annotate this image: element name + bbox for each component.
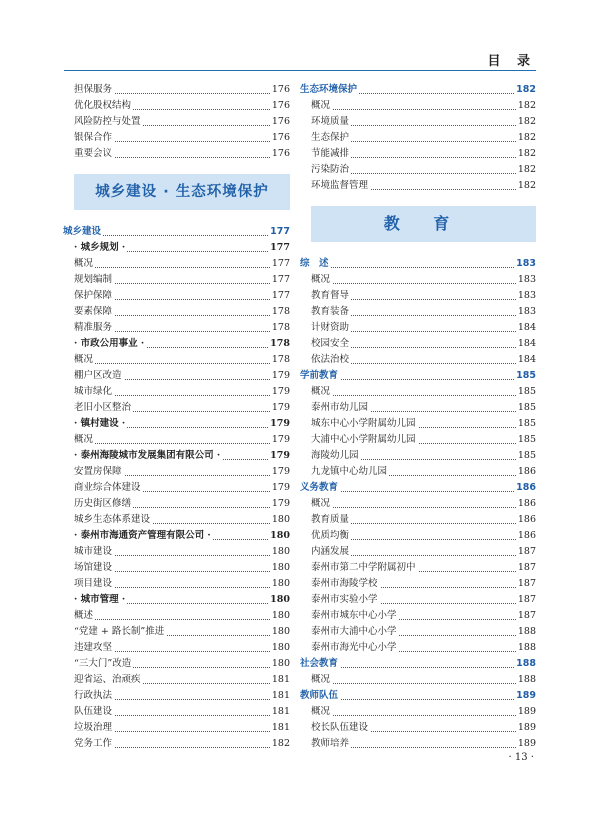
toc-entry-page: 179 <box>270 432 290 448</box>
toc-entry-page: 176 <box>270 82 290 98</box>
toc-entry-title: 概述 <box>74 610 94 621</box>
toc-entry[interactable] <box>311 624 536 640</box>
toc-entry[interactable] <box>74 304 290 320</box>
toc-entry-page: 177 <box>268 240 290 256</box>
toc-entry[interactable] <box>74 544 290 560</box>
toc-entry-title: 教育督导 <box>311 290 350 301</box>
toc-entry[interactable] <box>74 480 290 496</box>
toc-section-heading[interactable] <box>300 688 536 704</box>
toc-entry[interactable] <box>74 272 290 288</box>
toc-entry-title: 概况 <box>74 354 94 365</box>
toc-entry[interactable] <box>311 464 536 480</box>
toc-entry[interactable] <box>311 576 536 592</box>
toc-entry-title: 生态保护 <box>311 132 350 143</box>
toc-entry-title: 城乡生态体系建设 <box>74 514 151 525</box>
toc-entry-title: 概况 <box>311 274 331 285</box>
toc-entry[interactable] <box>74 352 290 368</box>
toc-entry[interactable] <box>311 672 536 688</box>
toc-entry[interactable] <box>74 464 290 480</box>
toc-entry-title: 概况 <box>311 386 331 397</box>
toc-right-column <box>300 82 536 752</box>
toc-entry-page: 183 <box>516 288 536 304</box>
toc-entry-page: 184 <box>516 352 536 368</box>
toc-entry-title: 银保合作 <box>74 132 113 143</box>
right-top-list <box>300 82 536 194</box>
toc-entry-page: 180 <box>270 608 290 624</box>
section-banner-education: 教 育 <box>311 206 536 242</box>
toc-entry-page: 180 <box>270 576 290 592</box>
toc-entry[interactable] <box>311 400 536 416</box>
toc-entry[interactable] <box>311 272 536 288</box>
toc-entry-page: 179 <box>270 464 290 480</box>
toc-entry-title: 优化股权结构 <box>74 100 132 111</box>
toc-entry[interactable] <box>311 544 536 560</box>
toc-entry-title: 城乡建设 <box>63 226 102 237</box>
toc-entry-page: 189 <box>516 736 536 752</box>
toc-entry-title: 概况 <box>311 674 331 685</box>
toc-entry-title: 安置房保障 <box>74 466 122 477</box>
toc-entry-title: 垃圾治理 <box>74 722 113 733</box>
toc-entry-title: 海陵幼儿园 <box>311 450 359 461</box>
toc-entry-page: 188 <box>516 672 536 688</box>
toc-entry[interactable] <box>74 704 290 720</box>
toc-entry-page: 185 <box>516 448 536 464</box>
toc-entry-page: 179 <box>270 480 290 496</box>
toc-entry-page: 186 <box>516 464 536 480</box>
toc-entry[interactable] <box>311 384 536 400</box>
toc-entry-title: 精准服务 <box>74 322 113 333</box>
toc-entry-title: · 泰州市海通资产管理有限公司 · <box>74 530 211 541</box>
toc-entry[interactable] <box>74 496 290 512</box>
toc-entry[interactable] <box>74 146 290 162</box>
toc-entry-title: “党建 + 路长制”推进 <box>74 626 165 637</box>
toc-entry-title: 概况 <box>74 434 94 445</box>
toc-entry[interactable] <box>74 640 290 656</box>
toc-entry[interactable] <box>311 720 536 736</box>
toc-entry-title: 教师培养 <box>311 738 350 749</box>
toc-entry-title: 综 述 <box>300 258 329 269</box>
toc-entry[interactable] <box>311 320 536 336</box>
toc-entry[interactable] <box>311 98 536 114</box>
toc-entry-title: 大浦中心小学附属幼儿园 <box>311 434 416 445</box>
toc-entry[interactable] <box>311 130 536 146</box>
toc-entry[interactable] <box>311 496 536 512</box>
header-title: 目 录 <box>487 54 536 69</box>
toc-entry[interactable] <box>74 288 290 304</box>
toc-entry-page: 176 <box>270 146 290 162</box>
toc-entry-page: 179 <box>270 384 290 400</box>
toc-entry-title: · 城乡规划 · <box>74 242 126 253</box>
leader-dots <box>311 283 536 284</box>
toc-entry[interactable] <box>74 336 290 352</box>
toc-entry-title: 优质均衡 <box>311 530 350 541</box>
toc-entry-title: 队伍建设 <box>74 706 113 717</box>
toc-entry[interactable] <box>311 146 536 162</box>
toc-entry[interactable] <box>311 114 536 130</box>
toc-entry-page: 180 <box>268 528 290 544</box>
toc-entry-page: 189 <box>514 688 536 704</box>
toc-entry-page: 179 <box>268 416 290 432</box>
toc-section-heading[interactable] <box>300 256 536 272</box>
toc-entry-page: 177 <box>270 288 290 304</box>
toc-entry-page: 176 <box>270 114 290 130</box>
toc-entry[interactable] <box>74 688 290 704</box>
leader-dots <box>300 267 536 268</box>
toc-entry-title: 泰州市海光中心小学 <box>311 642 397 653</box>
toc-entry-title: 内涵发展 <box>311 546 350 557</box>
toc-entry-page: 178 <box>270 352 290 368</box>
toc-entry-title: 违建攻坚 <box>74 642 113 653</box>
toc-entry[interactable] <box>74 416 290 432</box>
toc-entry-page: 180 <box>270 512 290 528</box>
toc-entry[interactable] <box>74 608 290 624</box>
toc-entry-title: · 泰州海陵城市发展集团有限公司 · <box>74 450 221 461</box>
toc-entry-title: 城市绿化 <box>74 386 113 397</box>
toc-entry-page: 186 <box>516 512 536 528</box>
toc-entry[interactable] <box>74 98 290 114</box>
toc-entry-title: 九龙镇中心幼儿园 <box>311 466 388 477</box>
toc-entry-page: 180 <box>270 544 290 560</box>
toc-entry[interactable] <box>74 512 290 528</box>
leader-dots <box>311 395 536 396</box>
leader-dots <box>311 715 536 716</box>
toc-entry-page: 179 <box>268 448 290 464</box>
toc-entry[interactable] <box>311 640 536 656</box>
page-number: · 13 · <box>508 752 534 763</box>
toc-entry-page: 188 <box>514 656 536 672</box>
header-rule <box>64 70 536 71</box>
toc-entry-page: 180 <box>270 656 290 672</box>
toc-entry-page: 180 <box>268 592 290 608</box>
toc-entry-page: 180 <box>270 624 290 640</box>
toc-entry-title: 概况 <box>311 498 331 509</box>
toc-entry[interactable] <box>74 320 290 336</box>
toc-entry-title: 校长队伍建设 <box>311 722 369 733</box>
toc-entry-title: 环境质量 <box>311 116 350 127</box>
toc-entry[interactable] <box>311 736 536 752</box>
toc-entry[interactable] <box>311 416 536 432</box>
toc-entry[interactable] <box>311 704 536 720</box>
toc-entry-page: 177 <box>270 256 290 272</box>
toc-entry[interactable] <box>74 672 290 688</box>
toc-entry-title: 泰州市城东中心小学 <box>311 610 397 621</box>
toc-entry-title: 节能减排 <box>311 148 350 159</box>
toc-entry-title: 党务工作 <box>74 738 113 749</box>
toc-entry[interactable] <box>74 448 290 464</box>
toc-entry-title: 泰州市第二中学附属初中 <box>311 562 416 573</box>
toc-entry-page: 179 <box>270 496 290 512</box>
toc-entry-page: 178 <box>270 320 290 336</box>
toc-entry[interactable] <box>311 512 536 528</box>
toc-entry-page: 181 <box>270 704 290 720</box>
toc-entry[interactable] <box>74 720 290 736</box>
toc-entry-title: 泰州市大浦中心小学 <box>311 626 397 637</box>
left-main-list <box>63 224 290 752</box>
toc-entry-title: 概况 <box>311 100 331 111</box>
toc-entry[interactable] <box>74 82 290 98</box>
toc-entry-page: 187 <box>516 608 536 624</box>
toc-entry-page: 184 <box>516 320 536 336</box>
toc-entry-page: 182 <box>516 98 536 114</box>
toc-entry-page: 180 <box>270 560 290 576</box>
toc-entry[interactable] <box>311 352 536 368</box>
toc-entry[interactable] <box>74 576 290 592</box>
toc-entry-title: · 城市管理 · <box>74 594 126 605</box>
toc-entry-page: 188 <box>516 624 536 640</box>
toc-entry-page: 184 <box>516 336 536 352</box>
leader-dots <box>311 109 536 110</box>
leader-dots <box>311 507 536 508</box>
toc-entry-page: 176 <box>270 130 290 146</box>
toc-entry[interactable] <box>311 528 536 544</box>
toc-entry[interactable] <box>74 528 290 544</box>
toc-entry-page: 183 <box>516 304 536 320</box>
toc-entry[interactable] <box>311 448 536 464</box>
toc-entry-page: 185 <box>516 416 536 432</box>
toc-entry-title: 要素保障 <box>74 306 113 317</box>
toc-entry-page: 183 <box>516 272 536 288</box>
toc-entry-title: 教育质量 <box>311 514 350 525</box>
toc-entry[interactable] <box>74 736 290 752</box>
toc-section-heading[interactable] <box>63 224 290 240</box>
toc-entry-page: 185 <box>516 384 536 400</box>
toc-entry-page: 187 <box>516 576 536 592</box>
section-banner-urban: 城乡建设 · 生态环境保护 <box>74 174 290 210</box>
toc-entry-title: 场馆建设 <box>74 562 113 573</box>
toc-entry-page: 187 <box>516 592 536 608</box>
toc-entry[interactable] <box>311 608 536 624</box>
toc-entry-title: 重要会议 <box>74 148 113 159</box>
toc-entry-page: 189 <box>516 720 536 736</box>
toc-entry-title: 泰州市幼儿园 <box>311 402 369 413</box>
toc-entry[interactable] <box>74 560 290 576</box>
toc-entry[interactable] <box>74 592 290 608</box>
toc-entry-page: 182 <box>270 736 290 752</box>
toc-entry-title: 学前教育 <box>300 370 339 381</box>
toc-entry-page: 185 <box>516 400 536 416</box>
toc-entry-title: 环境监督管理 <box>311 180 369 191</box>
toc-entry-title: 行政执法 <box>74 690 113 701</box>
leader-dots <box>74 267 290 268</box>
toc-section-heading[interactable] <box>300 656 536 672</box>
toc-entry[interactable] <box>74 384 290 400</box>
toc-entry[interactable] <box>311 288 536 304</box>
toc-entry-title: 泰州市海陵学校 <box>311 578 378 589</box>
leader-dots <box>74 363 290 364</box>
toc-entry-page: 177 <box>270 272 290 288</box>
toc-entry-title: 风险防控与处置 <box>74 116 141 127</box>
toc-entry-title: 计财资助 <box>311 322 350 333</box>
toc-entry-title: 概况 <box>311 706 331 717</box>
toc-entry-title: 概况 <box>74 258 94 269</box>
toc-entry[interactable] <box>311 560 536 576</box>
toc-entry-page: 178 <box>270 304 290 320</box>
toc-entry-page: 187 <box>516 560 536 576</box>
toc-section-heading[interactable] <box>300 480 536 496</box>
toc-entry[interactable] <box>74 624 290 640</box>
toc-entry-title: 社会教育 <box>300 658 339 669</box>
toc-entry-title: · 市政公用事业 · <box>74 338 145 349</box>
toc-entry-page: 181 <box>270 672 290 688</box>
toc-entry-page: 186 <box>516 496 536 512</box>
toc-entry[interactable] <box>74 240 290 256</box>
toc-entry-title: 保护保障 <box>74 290 113 301</box>
toc-entry-page: 181 <box>270 720 290 736</box>
toc-entry[interactable] <box>74 432 290 448</box>
toc-entry-page: 177 <box>268 224 290 240</box>
toc-entry-page: 186 <box>514 480 536 496</box>
leader-dots <box>74 619 290 620</box>
toc-entry-page: 179 <box>270 400 290 416</box>
toc-entry-page: 183 <box>514 256 536 272</box>
toc-entry-page: 182 <box>516 178 536 194</box>
toc-entry[interactable] <box>74 130 290 146</box>
toc-entry-title: 担保服务 <box>74 84 113 95</box>
left-top-list <box>74 82 290 162</box>
toc-entry[interactable] <box>74 256 290 272</box>
toc-entry-title: 棚户区改造 <box>74 370 122 381</box>
toc-entry-title: · 镇村建设 · <box>74 418 126 429</box>
toc-entry-title: 老旧小区整治 <box>74 402 132 413</box>
toc-entry-title: 项目建设 <box>74 578 113 589</box>
toc-entry[interactable] <box>311 178 536 194</box>
toc-entry-page: 182 <box>514 82 536 98</box>
toc-entry[interactable] <box>311 336 536 352</box>
toc-entry-page: 182 <box>516 130 536 146</box>
toc-entry-title: 迎省运、治顽疾 <box>74 674 141 685</box>
toc-entry-page: 186 <box>516 528 536 544</box>
toc-entry-page: 189 <box>516 704 536 720</box>
toc-entry[interactable] <box>74 368 290 384</box>
toc-entry-page: 176 <box>270 98 290 114</box>
toc-left-column <box>63 82 290 752</box>
toc-entry[interactable] <box>74 114 290 130</box>
toc-entry[interactable] <box>74 400 290 416</box>
toc-entry-title: 污染防治 <box>311 164 350 175</box>
toc-entry-title: 校园安全 <box>311 338 350 349</box>
toc-entry-title: 教育装备 <box>311 306 350 317</box>
toc-section-heading[interactable] <box>300 82 536 98</box>
toc-section-heading[interactable] <box>300 368 536 384</box>
toc-entry[interactable] <box>311 432 536 448</box>
toc-entry-page: 178 <box>268 336 290 352</box>
toc-entry-title: 教师队伍 <box>300 690 339 701</box>
toc-entry-page: 182 <box>516 146 536 162</box>
toc-entry-title: “三大门”改造 <box>74 658 132 669</box>
toc-entry-title: 规划编制 <box>74 274 113 285</box>
toc-entry-page: 181 <box>270 688 290 704</box>
leader-dots <box>74 443 290 444</box>
toc-entry-page: 180 <box>270 640 290 656</box>
toc-entry-page: 179 <box>270 368 290 384</box>
toc-entry-title: 生态环境保护 <box>300 84 358 95</box>
leader-dots <box>311 683 536 684</box>
toc-entry[interactable] <box>311 592 536 608</box>
right-main-list <box>300 256 536 752</box>
toc-entry-title: 依法治校 <box>311 354 350 365</box>
toc-entry[interactable] <box>74 656 290 672</box>
toc-entry-page: 182 <box>516 162 536 178</box>
toc-entry-page: 182 <box>516 114 536 130</box>
toc-entry-page: 185 <box>514 368 536 384</box>
toc-entry-title: 城东中心小学附属幼儿园 <box>311 418 416 429</box>
toc-entry-title: 义务教育 <box>300 482 339 493</box>
toc-entry-title: 历史街区修缮 <box>74 498 132 509</box>
toc-entry-title: 商业综合体建设 <box>74 482 141 493</box>
toc-entry-page: 187 <box>516 544 536 560</box>
toc-entry[interactable] <box>311 162 536 178</box>
toc-entry[interactable] <box>311 304 536 320</box>
toc-entry-title: 泰州市实验小学 <box>311 594 378 605</box>
toc-entry-title: 城市建设 <box>74 546 113 557</box>
toc-entry-page: 185 <box>516 432 536 448</box>
toc-entry-page: 188 <box>516 640 536 656</box>
